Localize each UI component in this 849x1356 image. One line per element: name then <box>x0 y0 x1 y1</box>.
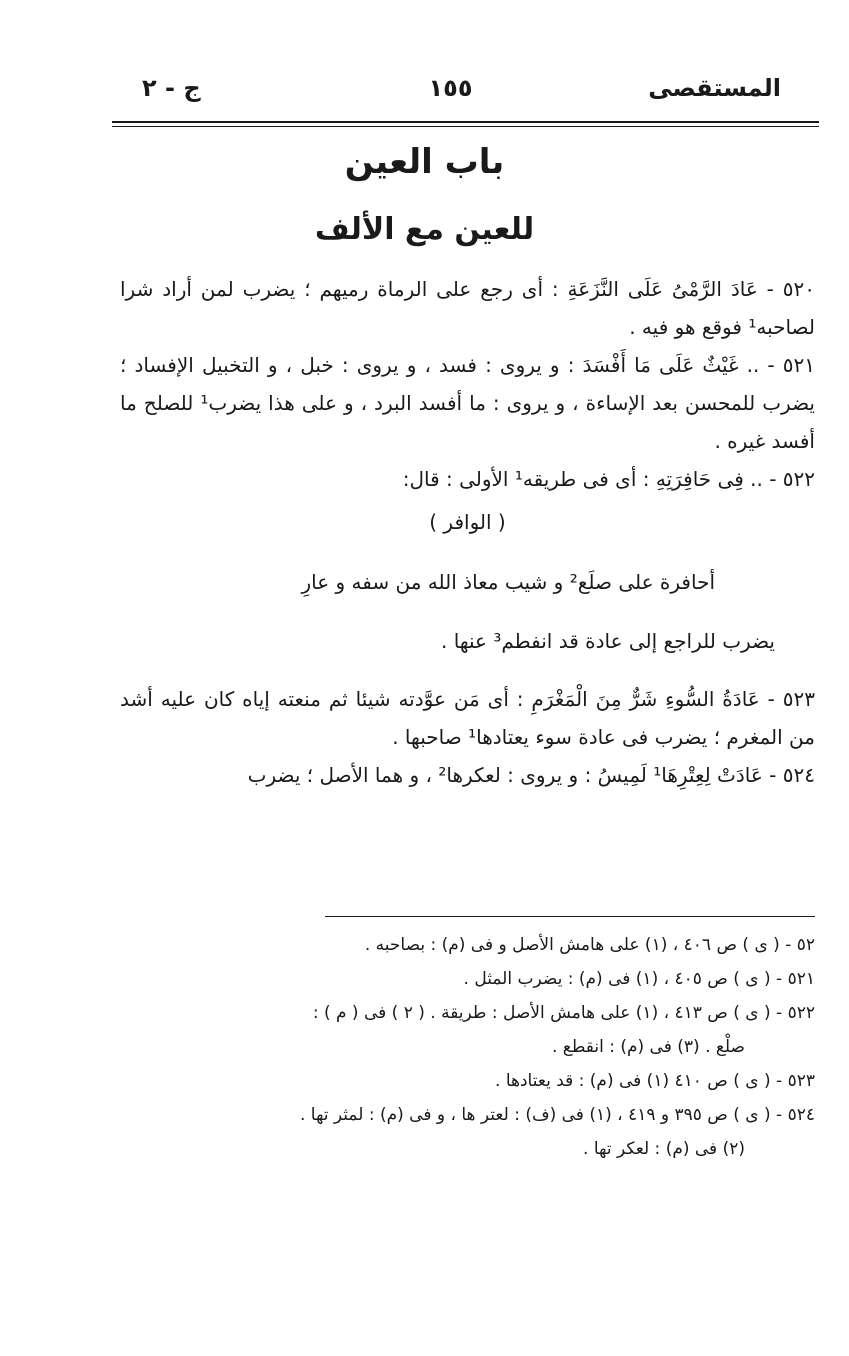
page-header <box>120 74 781 114</box>
footnote-522-cont: صلْع . (٣) فى (م) : انقطع . <box>551 1037 745 1057</box>
footnote-separator <box>325 916 815 917</box>
footnote-521: ٥٢١ - ( ى ) ص ٤٠٥ ، (١) فى (م) : يضرب المثل . <box>463 969 815 989</box>
entry-524: ٥٢٤ - عَادَتْ لِعِتْرِهَا¹ لَمِيسُ : و يروى : لعكرها² ، و هما الأصل ؛ يضرب <box>247 763 815 787</box>
footnote-523: ٥٢٣ - ( ى ) ص ٤١٠ (١) فى (م) : قد يعتادها . <box>495 1071 815 1091</box>
entry-521: ٥٢١ - .. غَيْثٌ عَلَى مَا أَفْسَدَ : و يروى : فسد ، و يروى : خبل ، و التخبيل الإفساد ؛ يضرب للمحسن بعد الإساءة ، و يروى : ما أفسد البرد ، و على هذا يضرب¹ للصلح ما أفسد غيره . <box>120 353 815 453</box>
entry-522: ٥٢٢ - .. فِى حَافِرَتِهِ : أى فى طريقه¹ الأولى : قال: <box>402 467 815 491</box>
subsection-title: للعين مع الألف <box>314 212 535 247</box>
footnote-520: ٥٢ - ( ى ) ص ٤٠٦ ، (١) على هامش الأصل و فى (م) : بصاحبه . <box>364 935 815 955</box>
header-rule-thin <box>112 126 819 127</box>
entry-523: ٥٢٣ - عَادَةُ السُّوءِ شَرٌّ مِنَ الْمَغْرَمِ : أى مَن عوَّدته شيئا ثم منعته إياه كان عليه أشد من المغرم ؛ يضرب فى عادة سوء يعتادها¹ صاحبها . <box>120 687 815 749</box>
verse: أحافرة على صلَع² و شيب معاذ الله من سفه و عارِ <box>301 570 715 594</box>
footnote-524-cont: (٢) فى (م) : لعكر تها . <box>583 1139 745 1159</box>
footnote-524: ٥٢٤ - ( ى ) ص ٣٩٥ و ٤١٩ ، (١) فى (ف) : لعتر ها ، و فى (م) : لمثر تها . <box>299 1105 815 1125</box>
entry-520: ٥٢٠ - عَادَ الرَّمْىُ عَلَى النَّزَعَةِ : أى رجع على الرماة رميهم ؛ يضرب لمن أراد شرا لصاحبه¹ فوقع هو فيه . <box>120 277 815 339</box>
book-title: المستقصى <box>648 74 781 102</box>
footnote-522: ٥٢٢ - ( ى ) ص ٤١٣ ، (١) على هامش الأصل : طريقة . ( ٢ ) فى ( م ) : <box>312 1003 815 1023</box>
header-rule <box>112 121 819 123</box>
poetic-meter: ( الوافر ) <box>429 510 506 534</box>
volume-label: ج - ٢ <box>142 74 201 102</box>
main-text <box>120 270 815 794</box>
section-title: باب العين <box>344 142 505 182</box>
entry-522-explanation: يضرب للراجع إلى عادة قد انفطم³ عنها . <box>440 629 775 653</box>
page-number: ١٥٥ <box>428 74 473 102</box>
footnotes <box>120 928 815 1166</box>
